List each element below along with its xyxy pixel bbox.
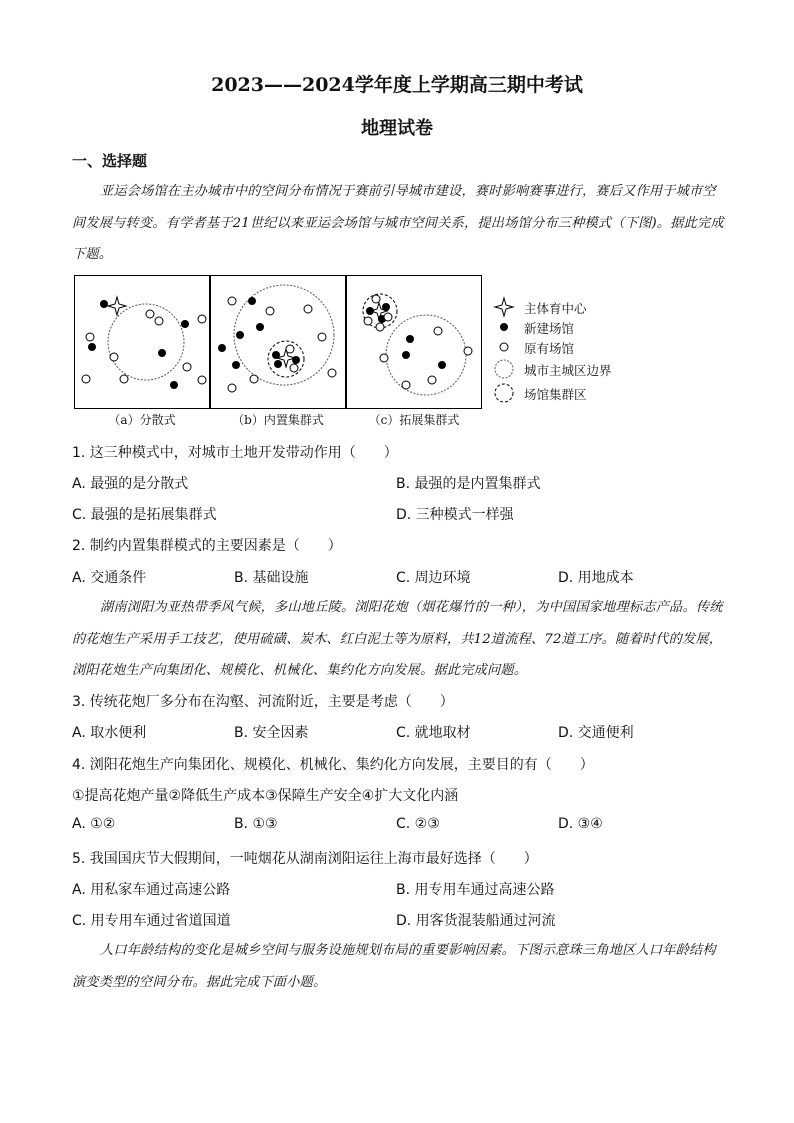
diagram-embedded-cluster	[210, 275, 346, 409]
exam-title: 2023——2024学年度上学期高三期中考试	[211, 74, 583, 96]
old-venue	[428, 376, 436, 384]
new-venue	[292, 356, 300, 364]
q2-option-c[interactable]: C. 周边环境	[396, 570, 471, 586]
q2-option-b[interactable]: B. 基础设施	[234, 570, 309, 586]
caption-embedded-cluster: （b）内置集群式	[232, 413, 324, 427]
old-venue	[183, 363, 191, 371]
q5-option-d[interactable]: D. 用客货混装船通过河流	[396, 913, 556, 929]
old-venue	[384, 313, 392, 321]
passage-fireworks: 湖南浏阳为亚热带季风气候，多山地丘陵。浏阳花炮（烟花爆竹的一种），为中国国家地理标志产品。传统的花炮生产采用手工技艺，使用硫磺、炭木、红白泥土等为原料，共12道流程、72道工序。随着时代的发展，浏阳花炮生产向集团化、规模化、机械化、集约化方向发展。据此完成问题。	[72, 600, 723, 678]
passage-population: 人口年龄结构的变化是城乡空间与服务设施规划布局的重要影响因素。下图示意珠三角地区人口年龄结构演变类型的空间分布。据此完成下面小题。	[72, 943, 716, 990]
legend-old-venue: 原有场馆	[524, 341, 575, 356]
legend-main-center: 主体育中心	[524, 301, 587, 316]
legend-symbols	[492, 295, 520, 405]
q4-option-c[interactable]: C. ②③	[396, 816, 440, 832]
new-venue	[170, 381, 178, 389]
q4-option-b[interactable]: B. ①③	[234, 816, 278, 832]
q1-option-d[interactable]: D. 三种模式一样强	[396, 507, 514, 523]
old-venue	[198, 315, 206, 323]
old-venue	[364, 317, 372, 325]
q2-option-d[interactable]: D. 用地成本	[558, 570, 634, 586]
passage-stadiums: 亚运会场馆在主办城市中的空间分布情况于赛前引导城市建设，赛时影响赛事进行，赛后又作用于城市空间发展与转变。有学者基于21世纪以来亚运会场馆与城市空间关系，提出场馆分布三种模式（下图)。据此完成下题。	[72, 184, 724, 262]
old-venue	[464, 347, 472, 355]
old-venue	[110, 353, 118, 361]
open-dot-icon	[500, 343, 508, 351]
new-venue	[256, 323, 264, 331]
caption-dispersed: （a）分散式	[108, 413, 176, 427]
new-venue	[88, 343, 96, 351]
q3-option-b[interactable]: B. 安全因素	[234, 725, 309, 741]
q3-option-a[interactable]: A. 取水便利	[72, 725, 147, 741]
q4-statements: ①提高花炮产量②降低生产成本③保障生产安全④扩大文化内涵	[72, 788, 459, 804]
legend-city-boundary: 城市主城区边界	[524, 363, 612, 378]
filled-dot-icon	[500, 323, 508, 331]
q3-option-c[interactable]: C. 就地取材	[396, 725, 471, 741]
old-venue	[86, 333, 94, 341]
diagram-extended-cluster	[346, 275, 482, 409]
q4-option-a[interactable]: A. ①②	[72, 816, 116, 832]
new-venue	[438, 361, 446, 369]
q5-option-c[interactable]: C. 用专用车通过省道国道	[72, 913, 231, 929]
old-venue	[376, 323, 384, 331]
star-icon	[495, 298, 513, 316]
caption-extended-cluster: （c）拓展集群式	[368, 413, 460, 427]
new-venue	[248, 297, 256, 305]
exam-subtitle: 地理试卷	[361, 118, 433, 139]
q1-option-b[interactable]: B. 最强的是内置集群式	[396, 476, 541, 492]
q2-option-a[interactable]: A. 交通条件	[72, 570, 147, 586]
q4-option-d[interactable]: D. ③④	[558, 816, 603, 832]
new-venue	[158, 349, 166, 357]
section-heading: 一、选择题	[72, 152, 148, 170]
new-venue	[218, 344, 226, 352]
old-venue	[290, 364, 298, 372]
q5-option-a[interactable]: A. 用私家车通过高速公路	[72, 882, 231, 898]
question-4: 4. 浏阳花炮生产向集团化、规模化、机械化、集约化方向发展，主要目的有（ ）	[72, 757, 594, 773]
q1-option-c[interactable]: C. 最强的是拓展集群式	[72, 507, 217, 523]
question-1: 1. 这三种模式中，对城市土地开发带动作用（ ）	[72, 445, 398, 461]
new-venue	[272, 351, 280, 359]
new-venue	[232, 361, 240, 369]
old-venue	[250, 375, 258, 383]
old-venue	[372, 295, 380, 303]
old-venue	[155, 317, 163, 325]
old-venue	[228, 297, 236, 305]
old-venue	[434, 327, 442, 335]
new-venue	[382, 303, 390, 311]
new-venue	[100, 300, 108, 308]
old-venue	[380, 354, 388, 362]
cluster-circle-icon	[495, 384, 513, 402]
legend-new-venue: 新建场馆	[524, 321, 575, 336]
legend-cluster-area: 场馆集群区	[524, 387, 587, 402]
diagram-dispersed	[74, 275, 210, 409]
new-venue	[366, 307, 374, 315]
old-venue	[328, 369, 336, 377]
new-venue	[274, 360, 282, 368]
old-venue	[286, 345, 294, 353]
new-venue	[406, 335, 414, 343]
new-venue	[236, 331, 244, 339]
old-venue	[266, 307, 274, 315]
old-venue	[402, 381, 410, 389]
old-venue	[146, 310, 154, 318]
boundary-circle-icon	[495, 360, 513, 378]
old-venue	[228, 384, 236, 392]
old-venue	[82, 375, 90, 383]
old-venue	[318, 333, 326, 341]
q1-option-a[interactable]: A. 最强的是分散式	[72, 476, 189, 492]
q3-option-d[interactable]: D. 交通便利	[558, 725, 634, 741]
old-venue	[304, 305, 312, 313]
old-venue	[198, 376, 206, 384]
new-venue	[181, 320, 189, 328]
question-5: 5. 我国国庆节大假期间，一吨烟花从湖南浏阳运往上海市最好选择（ ）	[72, 851, 538, 867]
new-venue	[402, 351, 410, 359]
q5-option-b[interactable]: B. 用专用车通过高速公路	[396, 882, 555, 898]
old-venue	[120, 375, 128, 383]
question-2: 2. 制约内置集群模式的主要因素是（ ）	[72, 538, 342, 554]
question-3: 3. 传统花炮厂多分布在沟壑、河流附近，主要是考虑（ ）	[72, 694, 454, 710]
